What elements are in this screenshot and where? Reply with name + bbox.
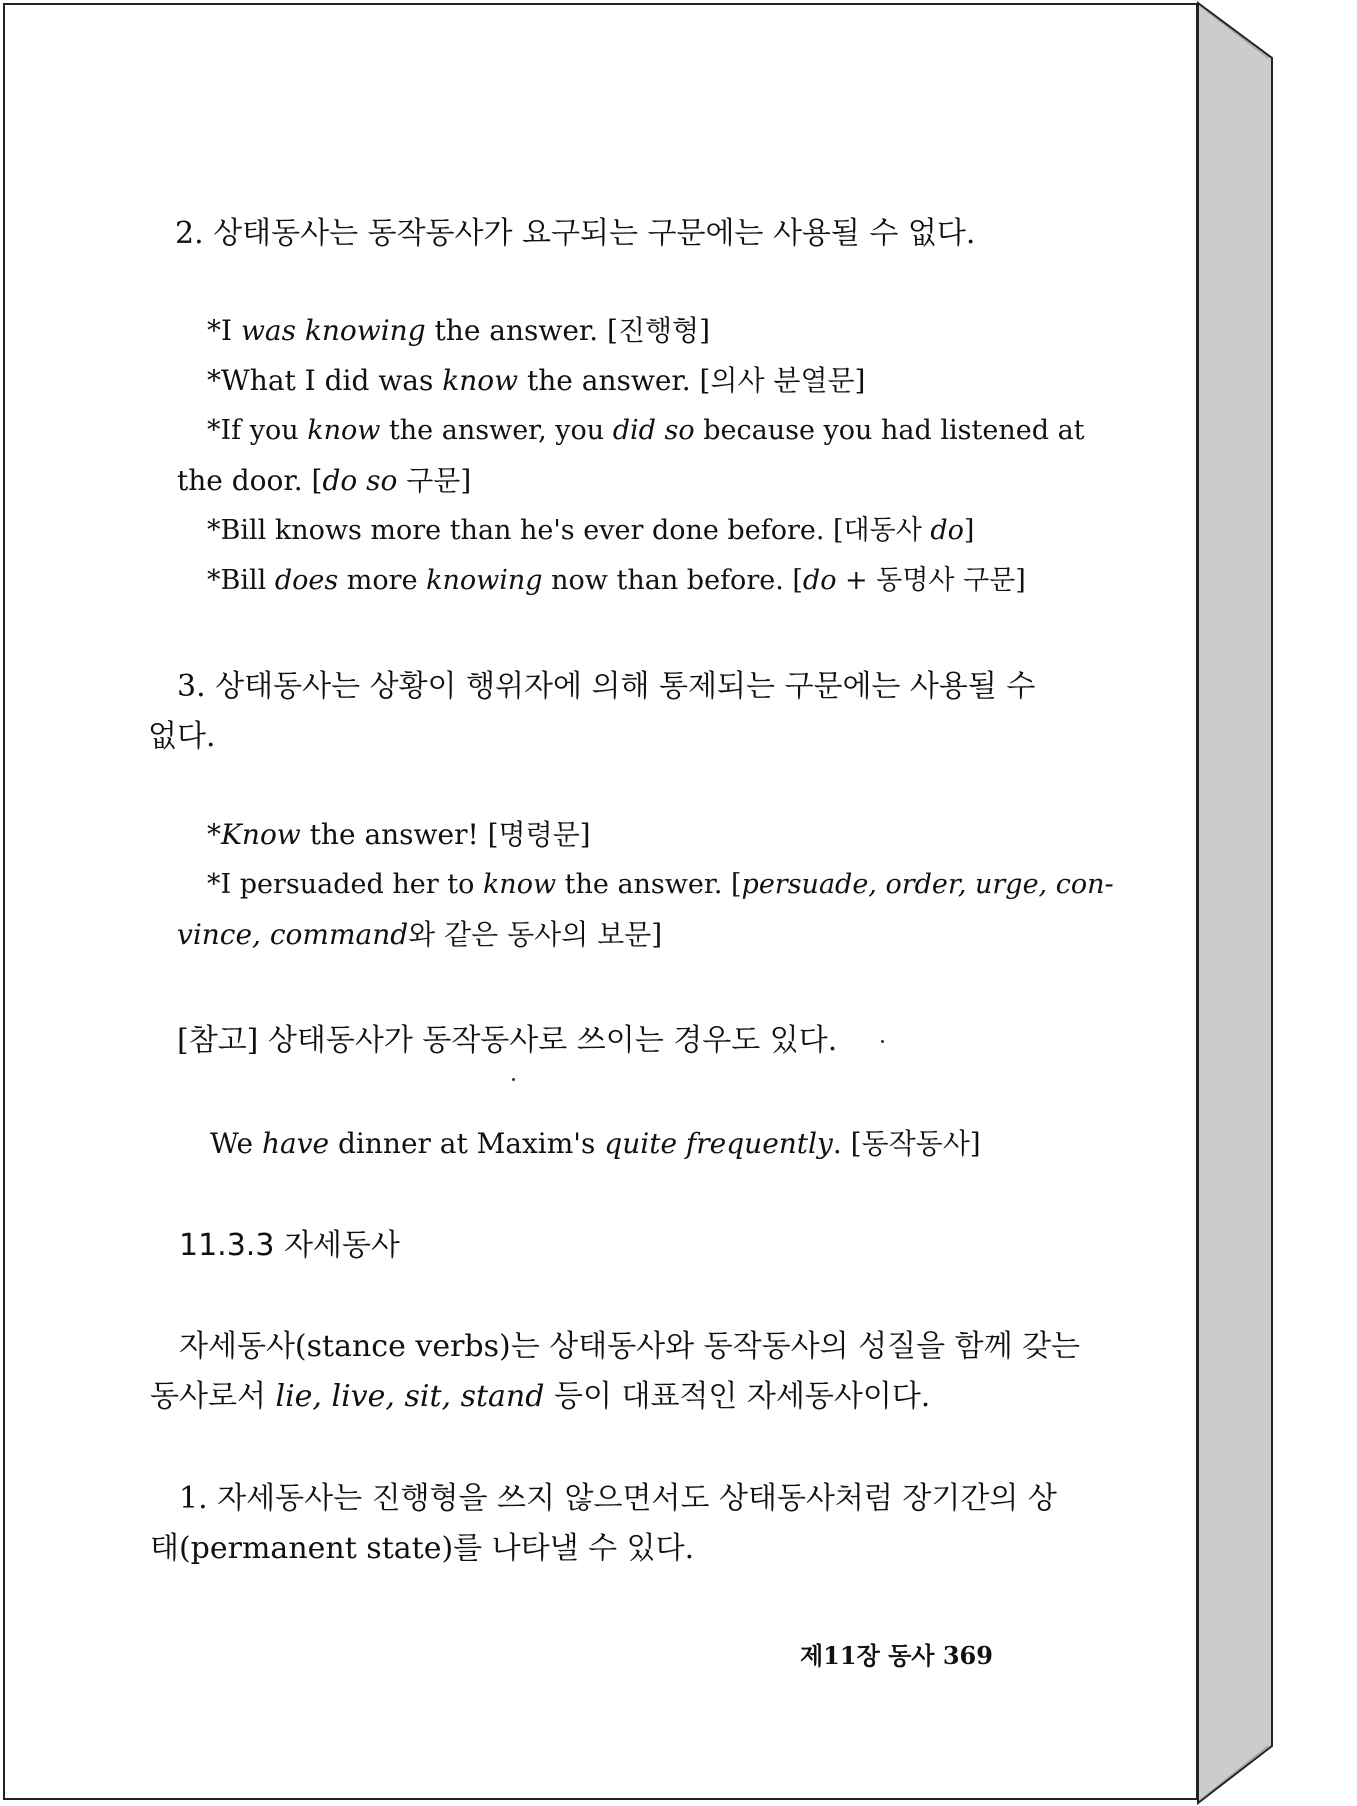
example-line: We have dinner at Maxim's quite frequently. [동작동사] <box>210 1127 981 1160</box>
item3-heading-cont: 없다. <box>148 719 216 754</box>
speck <box>881 1040 884 1043</box>
example-line: *What I did was know the answer. [의사 분열문] <box>207 364 866 397</box>
example-line: vince, command와 같은 동사의 보문] <box>177 918 663 951</box>
speck <box>512 1078 515 1081</box>
section-title: 11.3.3 자세동사 <box>179 1228 400 1263</box>
item2-heading: 2. 상태동사는 동작동사가 요구되는 구문에는 사용될 수 없다. <box>175 216 976 251</box>
example-line: *I was knowing the answer. [진행형] <box>207 314 711 347</box>
example-line: *I persuaded her to know the answer. [persuade, order, urge, con- <box>207 869 1114 900</box>
document-page <box>3 3 1198 1800</box>
example-line: the door. [do so 구문] <box>177 464 472 497</box>
example-line: *Know the answer! [명령문] <box>207 818 591 851</box>
example-line: *Bill knows more than he's ever done before. [대동사 do] <box>207 515 975 546</box>
page-content <box>5 5 1200 1802</box>
note-heading: [참고] 상태동사가 동작동사로 쓰이는 경우도 있다. <box>177 1023 838 1058</box>
example-line: *Bill does more knowing now than before. [do + 동명사 구문] <box>207 565 1026 596</box>
page-footer: 제11장 동사 369 <box>800 1641 993 1670</box>
item3-heading: 3. 상태동사는 상황이 행위자에 의해 통제되는 구문에는 사용될 수 <box>177 669 1036 704</box>
paragraph-line: 동사로서 lie, live, sit, stand 등이 대표적인 자세동사이다. <box>150 1379 931 1414</box>
item1-heading-cont: 태(permanent state)를 나타낼 수 있다. <box>150 1531 695 1566</box>
item1-heading: 1. 자세동사는 진행형을 쓰지 않으면서도 상태동사처럼 장기간의 상 <box>179 1481 1057 1516</box>
paragraph-line: 자세동사(stance verbs)는 상태동사와 동작동사의 성질을 함께 갖는 <box>179 1329 1081 1364</box>
example-line: *If you know the answer, you did so because you had listened at <box>207 415 1085 446</box>
